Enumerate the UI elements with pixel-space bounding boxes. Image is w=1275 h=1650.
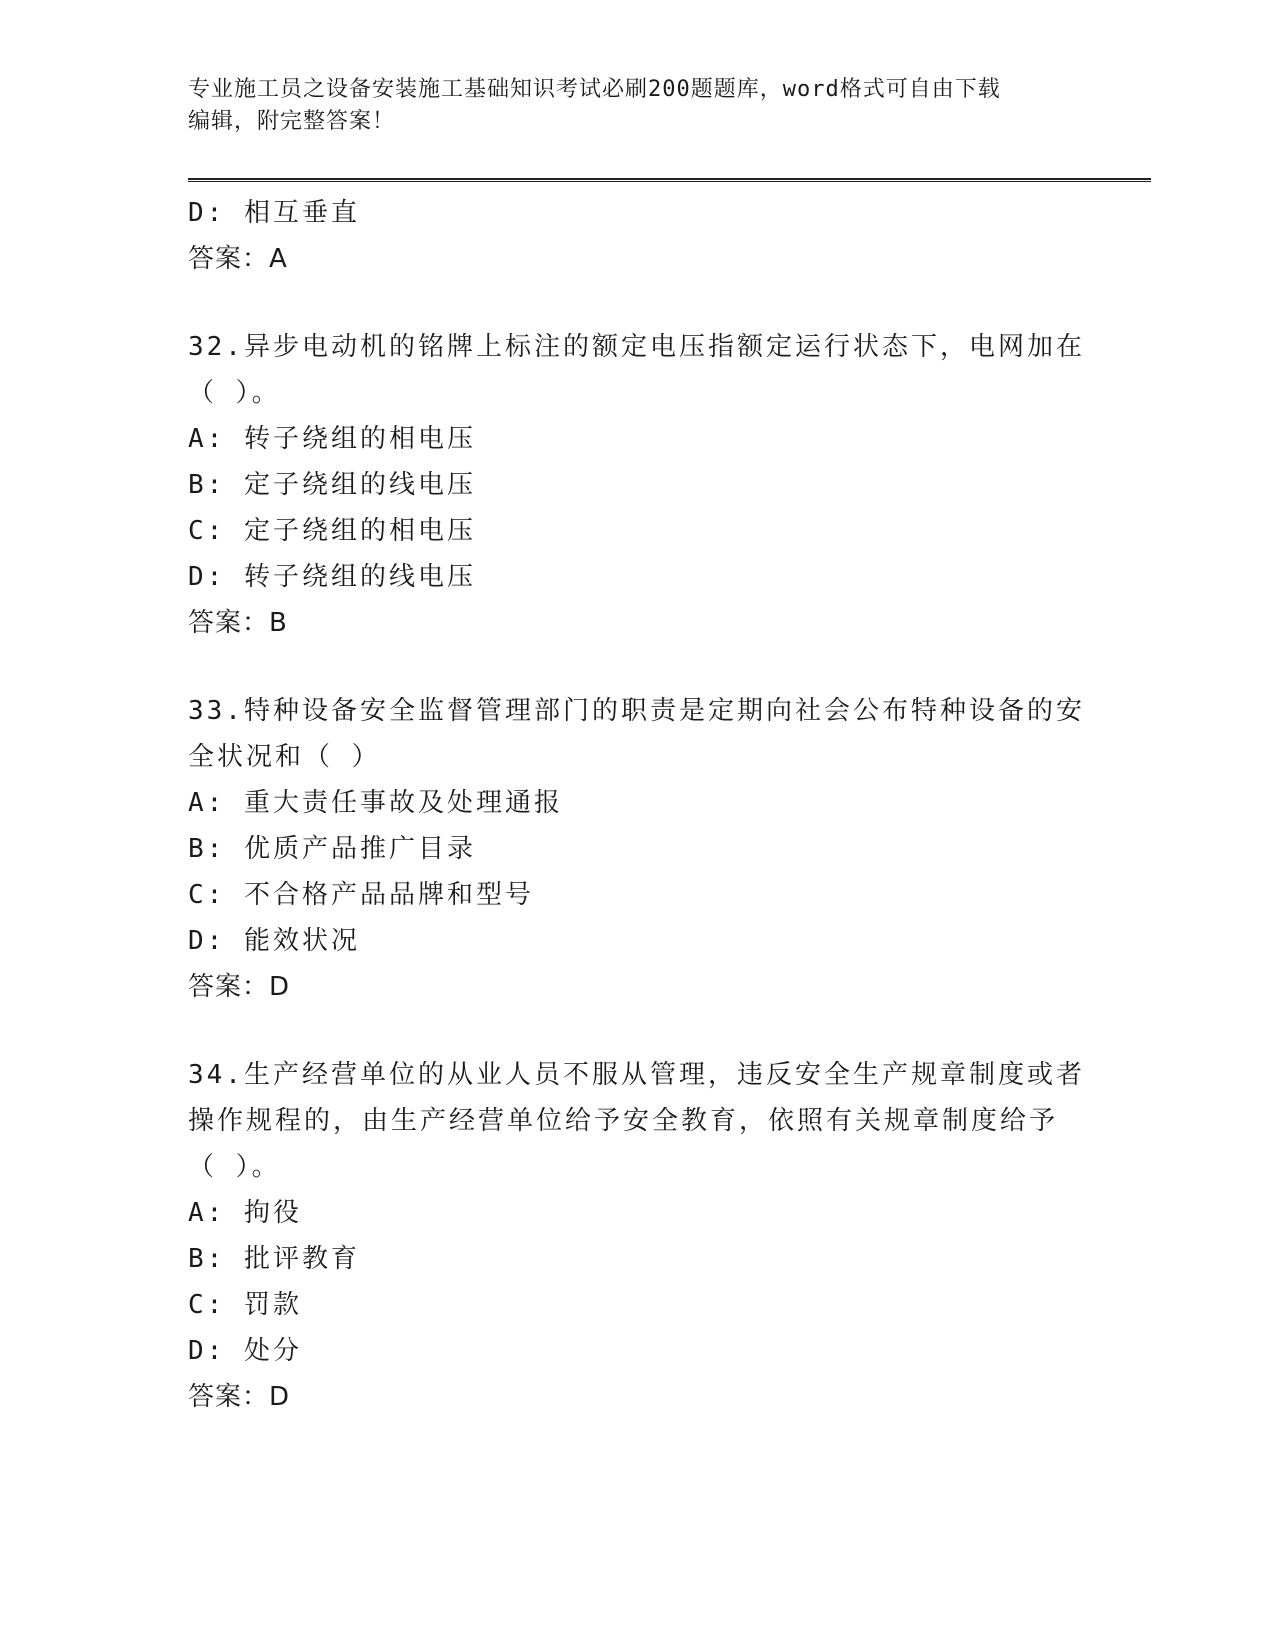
answer: 答案：D	[188, 1382, 291, 1412]
option-b: B: 优质产品推广目录	[188, 834, 476, 864]
spacer	[188, 646, 1088, 688]
option-d: D: 能效状况	[188, 926, 360, 956]
question-33	[188, 688, 1088, 1010]
question-text-line: 32.异步电动机的铭牌上标注的额定电压指额定运行状态下，电网加在	[188, 332, 1085, 362]
option-d: D: 处分	[188, 1336, 302, 1366]
question-text-line: 33.特种设备安全监督管理部门的职责是定期向社会公布特种设备的安	[188, 696, 1085, 726]
option-c: C: 不合格产品品牌和型号	[188, 880, 534, 910]
option-d: D: 转子绕组的线电压	[188, 562, 476, 592]
option-a: A: 转子绕组的相电压	[188, 424, 476, 454]
option-c: C: 罚款	[188, 1290, 302, 1320]
q31-option-d: D: 相互垂直	[188, 198, 360, 228]
question-text-line: 操作规程的，由生产经营单位给予安全教育，依照有关规章制度给予	[188, 1106, 1059, 1136]
question-text-line: （ ）。	[188, 378, 281, 408]
option-c: C: 定子绕组的相电压	[188, 516, 476, 546]
question-34	[188, 1052, 1088, 1420]
answer: 答案：B	[188, 608, 288, 638]
q31-answer: 答案：A	[188, 244, 288, 274]
answer: 答案：D	[188, 972, 291, 1002]
question-text-line: 34.生产经营单位的从业人员不服从管理，违反安全生产规章制度或者	[188, 1060, 1085, 1090]
document-header	[188, 74, 1068, 138]
option-b: B: 定子绕组的线电压	[188, 470, 476, 500]
option-a: A: 重大责任事故及处理通报	[188, 788, 563, 818]
spacer	[188, 1010, 1088, 1052]
document-body	[188, 190, 1088, 1420]
option-b: B: 批评教育	[188, 1244, 360, 1274]
question-32	[188, 324, 1088, 646]
spacer	[188, 282, 1088, 324]
question-text-line: 全状况和（ ）	[188, 742, 381, 772]
option-a: A: 拘役	[188, 1198, 302, 1228]
header-title-line-1: 专业施工员之设备安装施工基础知识考试必刷200题题库，word格式可自由下载	[188, 77, 1001, 102]
question-text-line: （ ）。	[188, 1152, 281, 1182]
header-title-line-2: 编辑，附完整答案！	[188, 109, 396, 134]
header-divider	[188, 178, 1151, 182]
